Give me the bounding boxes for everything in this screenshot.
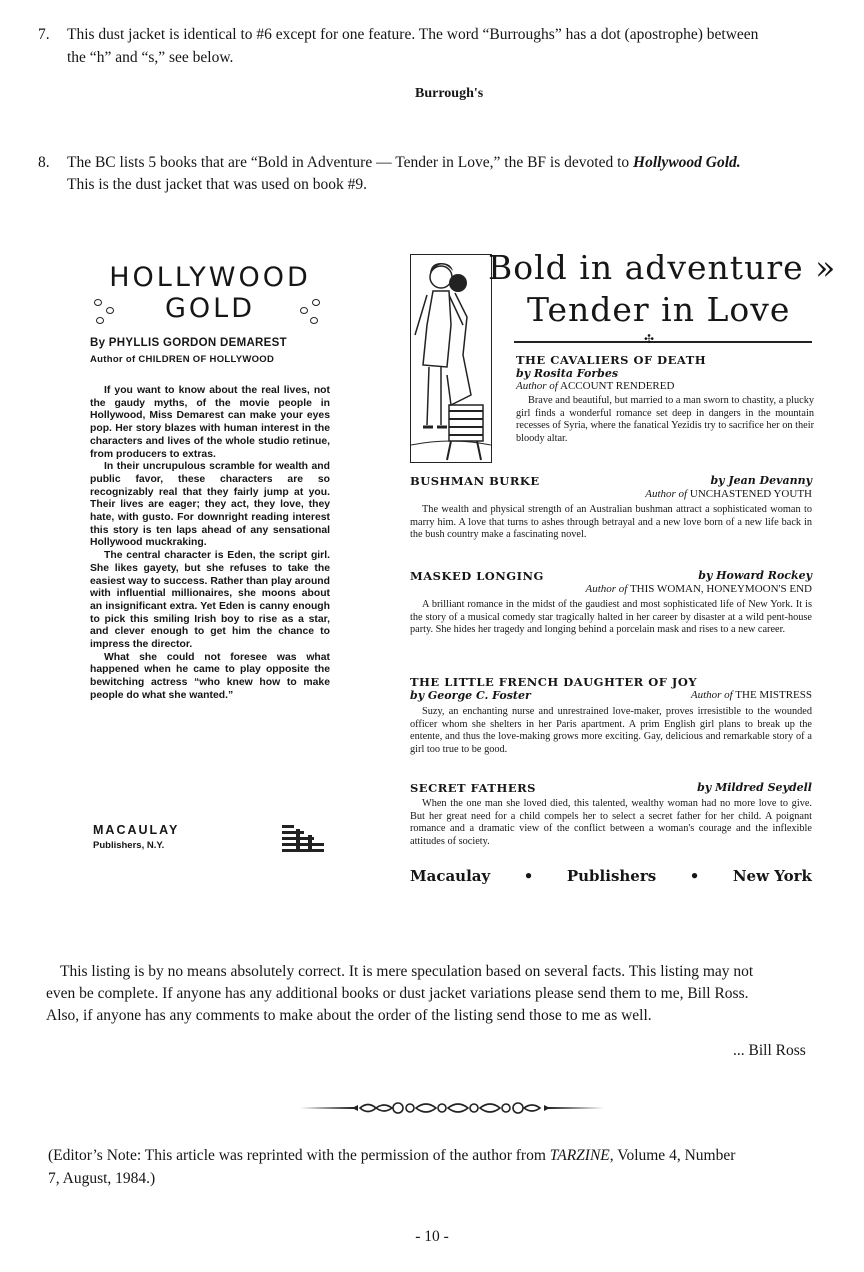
book-entry bbox=[410, 675, 812, 756]
author-of-prefix: Author of bbox=[690, 689, 733, 701]
book-author: by George C. Foster bbox=[410, 689, 531, 702]
jacket-publisher: MACAULAY bbox=[93, 823, 180, 837]
book-entry bbox=[410, 569, 812, 637]
book-heading-row bbox=[410, 689, 812, 702]
jacket-title-gold: GOLD bbox=[164, 293, 255, 324]
headline-rule bbox=[514, 341, 812, 343]
item-8-line-1 bbox=[67, 152, 741, 173]
burroughs-sample: Burrough's bbox=[415, 86, 484, 101]
closing-line-2: even be complete. If anyone has any additional books or dust jacket variations please send them to me, Bill Ross. bbox=[46, 985, 749, 1002]
item-7-line-2: the “h” and “s,” see below. bbox=[67, 49, 234, 66]
book-description: Suzy, an enchanting nurse and unrestrained love-maker, proves irresistible to the wounded officer whom she shelters in her Paris apartment. A prim English girl plans to break up the entente, and thus the love-making grows more exciting. Gay, delicious and remarkable story of a girl too true to be good. bbox=[410, 706, 812, 755]
footer-bullet-icon: • bbox=[523, 867, 534, 885]
jacket-byline: By PHYLLIS GORDON DEMAREST bbox=[90, 337, 287, 349]
jacket-illustration bbox=[410, 254, 492, 463]
author-of-prefix: Author of bbox=[585, 583, 628, 595]
item-8-line-1-text: The BC lists 5 books that are “Bold in Adventure — Tender in Love,” the BF is devoted to bbox=[67, 154, 634, 171]
item-8-book-title: Hollywood Gold. bbox=[633, 154, 741, 171]
jacket-headline-1: Bold in adventure » bbox=[488, 248, 837, 287]
jacket-title-hollywood: HOLLYWOOD bbox=[109, 262, 311, 293]
blurb-paragraph: If you want to know about the real lives, not the gaudy myths, of the movie people in Hollywood, Miss Demarest can make your eyes pop. Her story blazes with human interest in the characters and lives of the whole studio retinue, from producers to extras. bbox=[90, 385, 330, 460]
book-title: BUSHMAN BURKE bbox=[410, 474, 540, 488]
book-author: by Rosita Forbes bbox=[516, 367, 619, 380]
book-description: When the one man she loved died, this talented, wealthy woman had no more love to give. But her great need for a child compels her to select a secret father for her child. A poignant romance and a dramatic view of the conflict between a woman's courage and the inflexible attitudes of society. bbox=[410, 798, 812, 847]
book-author: by Jean Devanny bbox=[710, 474, 812, 487]
signature: ... Bill Ross bbox=[733, 1042, 806, 1059]
jacket-blurb bbox=[90, 385, 330, 703]
blurb-paragraph: The central character is Eden, the script girl. She likes gayety, but she refuses to take the easiest way to success. Rather than play around with influential millionaires, she moons about an insignificant extra. Yet Eden is canny enough to pick this smiling Irish boy to rise as a star, and clever enough to get him the chance to impress the director. bbox=[90, 550, 330, 651]
book-title: THE CAVALIERS OF DEATH bbox=[516, 353, 707, 367]
couple-illustration-icon bbox=[411, 255, 491, 462]
jacket-headline-2: Tender in Love bbox=[527, 290, 791, 329]
item-8-number: 8. bbox=[38, 154, 50, 171]
author-of-prefix: Author of bbox=[516, 380, 558, 392]
closing-line-1: This listing is by no means absolutely correct. It is mere speculation based on several facts. This listing may not bbox=[60, 963, 754, 980]
footer-city: New York bbox=[732, 867, 812, 885]
footer-publisher-name: Macaulay bbox=[410, 867, 491, 885]
author-of-prefix: Author of bbox=[645, 488, 688, 500]
book-heading-row bbox=[410, 569, 812, 583]
book-description: Brave and beautiful, but married to a man sworn to chastity, a plucky girl finds a wonderful romance set deep in dangers in the mountain recesses of Syria, where the fanatical Yezidis try to sacrifice her on their bloody altar. bbox=[516, 395, 814, 444]
editor-note-source: TARZINE bbox=[549, 1147, 610, 1164]
book-entry bbox=[410, 474, 812, 542]
book-title: THE LITTLE FRENCH DAUGHTER OF JOY bbox=[410, 675, 698, 689]
book-entry bbox=[410, 781, 812, 848]
book-heading-row bbox=[410, 781, 812, 795]
editor-note-line-2: 7, August, 1984.) bbox=[48, 1170, 156, 1187]
ornament-ring-icon bbox=[310, 317, 318, 324]
left-dust-jacket bbox=[90, 262, 330, 703]
author-of-title: THE MISTRESS bbox=[735, 689, 812, 701]
editor-note-prefix: (Editor’s Note: This article was reprinted with the permission of the author from bbox=[48, 1147, 550, 1164]
publisher-logo-icon bbox=[282, 825, 326, 853]
closing-line-3: Also, if anyone has any comments to make about the order of the listing send those to me as well. bbox=[46, 1007, 652, 1024]
book-title: MASKED LONGING bbox=[410, 569, 544, 583]
ornamental-divider-icon bbox=[298, 1098, 606, 1118]
jacket-publisher-place: Publishers, N.Y. bbox=[93, 840, 165, 851]
book-entry bbox=[516, 353, 814, 445]
book-author: by Howard Rockey bbox=[698, 569, 812, 582]
book-author-of bbox=[410, 488, 812, 500]
book-title: SECRET FATHERS bbox=[410, 781, 536, 795]
book-author-of bbox=[691, 689, 812, 702]
book-heading-row bbox=[410, 474, 812, 488]
book-description: A brilliant romance in the midst of the gaudiest and most sophisticated life of New York. It is the story of a musical comedy star tragically halted in her career by disaster at a wild pent-house party. She hides her tragedy and longing behind a porcelain mask and rises to a new career. bbox=[410, 599, 812, 636]
footer-bullet-icon: • bbox=[689, 867, 700, 885]
book-author-of bbox=[516, 380, 814, 392]
item-8-line-2: This is the dust jacket that was used on book #9. bbox=[67, 176, 368, 193]
blurb-paragraph: What she could not foresee was what happened when he came to play opposite the bewitching actress “who knew how to make people do what she wanted.” bbox=[90, 651, 330, 701]
editor-note-line-1 bbox=[48, 1145, 735, 1166]
book-author: by Mildred Seydell bbox=[697, 781, 812, 794]
book-description: The wealth and physical strength of an Australian bushman attract a sophisticated woman to marry him. A love that turns to ashes through betrayal and a new love born of a new life back in the bush country make a fascinating novel. bbox=[410, 504, 812, 541]
blurb-paragraph: In their uncrupulous scramble for wealth and public favor, these characters are so recognizably real that they fairly jump at you. Their lives are eager; they act, they love, they hate, with gusto. For downright reading interest this story is ten laps ahead of any sensational Hollywood muckraking. bbox=[90, 461, 330, 549]
item-7-number: 7. bbox=[38, 26, 50, 43]
jacket-title-gold-row bbox=[90, 293, 330, 327]
headline-ornament-icon: ✣ bbox=[644, 332, 655, 346]
jacket-author-of: Author of CHILDREN OF HOLLYWOOD bbox=[90, 354, 275, 365]
book-author-of bbox=[410, 583, 812, 595]
author-of-title: UNCHASTENED YOUTH bbox=[689, 488, 812, 500]
page-number: - 10 - bbox=[415, 1228, 449, 1245]
author-of-title: THIS WOMAN, HONEYMOON'S END bbox=[629, 583, 812, 595]
author-of-title: ACCOUNT RENDERED bbox=[560, 380, 675, 392]
jacket-footer bbox=[410, 867, 812, 885]
ornament-ring-icon bbox=[300, 307, 308, 314]
item-7-line-1: This dust jacket is identical to #6 except for one feature. The word “Burroughs” has a dot (apostrophe) between bbox=[67, 26, 759, 43]
footer-publishers: Publishers bbox=[566, 867, 657, 885]
ornament-ring-icon bbox=[312, 299, 320, 306]
editor-note-suffix: , Volume 4, Number bbox=[609, 1147, 736, 1164]
